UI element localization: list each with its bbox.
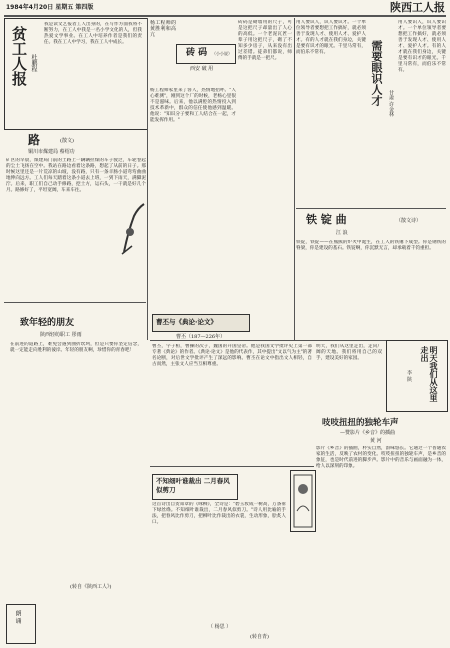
rule-poem-top xyxy=(4,302,146,303)
dianshi-body: 影片《乡音》的插曲，朴实自然，韵味悠长。它通过一个普通农家的生活，反映了农村的变化。吱吱扭扭的独轮车声，是乡音的象征，也是时代前进的脚步声。影片中的音乐与画面融为一体，给人以深刻的印象。 xyxy=(316,446,446,469)
lu-title: 路 xyxy=(28,133,41,147)
mingtian-title: 明天我们从这里走出 xyxy=(420,346,438,402)
right1-body-b: 用人要识人，识人要识才。一个单位领导者要想把工作搞好，就必须善于发现人才、使用人才、爱护人才。有的人才就在我们身边，关键是要有识才的眼光。千里马常有，而伯乐不常有。 xyxy=(398,20,446,73)
stamp-graphic xyxy=(291,471,315,531)
date-line: 1984年4月20日 星期五 第四版 xyxy=(6,4,94,11)
gongren-intro: 我是读文艺报者工人出身的，在写作方面我将不断努力，在工人中我是一名小学文化的人，但我热爱文学事业。在工人中培养作者是我们的责任。我在工人中学习，我在工人中成长。 xyxy=(44,22,142,45)
caoji-author-line: 曹丕（187—226年） xyxy=(176,334,226,340)
caoji-body: 曹丕，字子桓，曹操的次子，魏国的开国皇帝。他是我国文学批评史上第一部专著《典论》的作者。《典论·论文》是他的代表作，其中提出"文以气为主"的著名论断，对后世文学批评产生了深远的影响。曹丕在论文中指出文人相轻，自古而然，主张文人应当互相尊重。 xyxy=(152,344,312,367)
right1-body-a: 用人要识人，识人要识才。一个单位领导者要想把工作搞好，就必须善于发现人才、使用人才、爱护人才。有的人才就在我们身边，关键是要有识才的眼光。千里马常有，而伯乐不常有。 xyxy=(296,20,366,55)
mingtian-body: 明天，我们从这里走出，走向广阔的天地。我们将用自己的双手，建设美好的家园。 xyxy=(316,344,382,361)
col-divider-2 xyxy=(294,18,295,340)
small-note-box xyxy=(6,604,36,644)
chuxin-body: 杨工程师家里来了客人，热情地招呼。"人心难测"，刚到这个厂的时候，老杨心里很不是滋味。后来，他以满腔的热情投入到技术革新中，群众的信任使他感到温暖。他说："知识分子要和工人结合在一起，才能发挥作用。" xyxy=(150,88,236,123)
col-divider-1 xyxy=(147,18,148,340)
lu-body: 矿区的早晨，煤建局门前的土路上一辆辆拉煤的车子驶过，车轮卷起的尘土飞扬在空中。我站在路边看着这条路，想起了从前的日子。那时候这里还是一片荒凉的山坡，没有路，只有一条羊肠小道弯弯曲曲地伸向远方。工人们每天踏着这条小道去上班，一到下雨天，满脚泥泞。后来，职工们自己动手修路，挖土方，运石头，一干就是好几个月。路修好了，平坦宽阔，车来车往。 xyxy=(6,158,146,193)
tieding-subtitle: （散文诗） xyxy=(396,218,422,224)
tieding-body: 铁锭，铁锭——在熊熊的炉火中诞生，在工人的铁锤下成型。你是钢铁的脊梁，你是建设的基石。铁锭啊，你沉默无言，却承载着千钧重担。 xyxy=(296,240,446,251)
bu-footer: (转自青) xyxy=(250,634,269,640)
poem-author: 陕西轻纺职工 彤雨 xyxy=(40,332,82,338)
tieding-title: 铁 锭 曲 xyxy=(306,213,347,226)
lu-author: 铜川市煤建局 蔡绍功 xyxy=(28,149,75,155)
right1-author: 甘肃 许金林 xyxy=(388,90,394,117)
bu-author: （ 杨思 ） xyxy=(208,624,232,630)
small-note-left: 朗 诵 xyxy=(14,610,21,624)
bu-title: 不知细叶谁裁出 二月春风似剪刀 xyxy=(156,477,230,494)
rule-tieding-top xyxy=(296,208,446,209)
zhuanzi-subtitle: （小小说） xyxy=(212,51,232,56)
dianshi-subtitle: —赞影片《乡音》的插曲 xyxy=(340,430,396,436)
chuxin-heading: 杨工程师的黄胜利和高亢 xyxy=(150,20,176,38)
right1-heading: 需要眼识人才 xyxy=(370,40,383,106)
dianshi-title: 吱吱扭扭的独轮车声 xyxy=(322,418,399,428)
bu-body: 这首诗出自贺知章的《咏柳》，全诗是："碧玉妆成一树高，万条垂下绿丝绦。不知细叶谁裁出，二月春风似剪刀。"诗人用比喻的手法，把春风比作剪刀，把柳叶比作裁出的衣裳，生动形象，脍炙人口。 xyxy=(152,502,286,525)
mingtian-author: 李 陕 xyxy=(406,370,412,382)
zhuanzi-body: 砖码是砌墙用的尺子，可是这把尺子却量出了人心的高低。一个老泥瓦匠一辈子用这把尺子，砌了不知多少房子，从来没有出过差错。徒弟们都说，师傅的手就是一把尺。 xyxy=(238,20,292,61)
rule-lower xyxy=(150,466,314,467)
dianshi-author: 黄 河 xyxy=(370,438,382,444)
gongren-author: 杜鹏程 xyxy=(30,54,37,72)
zhuanzi-title: 砖 码 xyxy=(186,48,208,58)
mingtian-box xyxy=(386,340,448,412)
caoji-title: 曹丕与《典论·论文》 xyxy=(156,318,217,326)
lu-subtitle: (散文) xyxy=(60,138,74,144)
ink-figure-illustration xyxy=(118,202,150,256)
zhuanzi-author: 西安 破 用 xyxy=(190,66,214,72)
tieding-author: 江 浪 xyxy=(336,230,348,236)
poem-footer: (转自《陕西工人》) xyxy=(70,584,112,590)
stamp-illustration xyxy=(290,470,316,532)
masthead-rule xyxy=(4,15,446,17)
paper-name: 陕西工人报 xyxy=(390,1,445,14)
gongren-title: 贫工人报 xyxy=(10,26,28,86)
poem-title: 致年轻的朋友 xyxy=(20,318,75,328)
poem-body: 在前进的道路上，难免会遇到曲折坎坷，但是只要你坚定信念，就一定能走向胜利的彼岸。年轻的朋友啊，珍惜你的青春吧！ xyxy=(10,342,142,353)
